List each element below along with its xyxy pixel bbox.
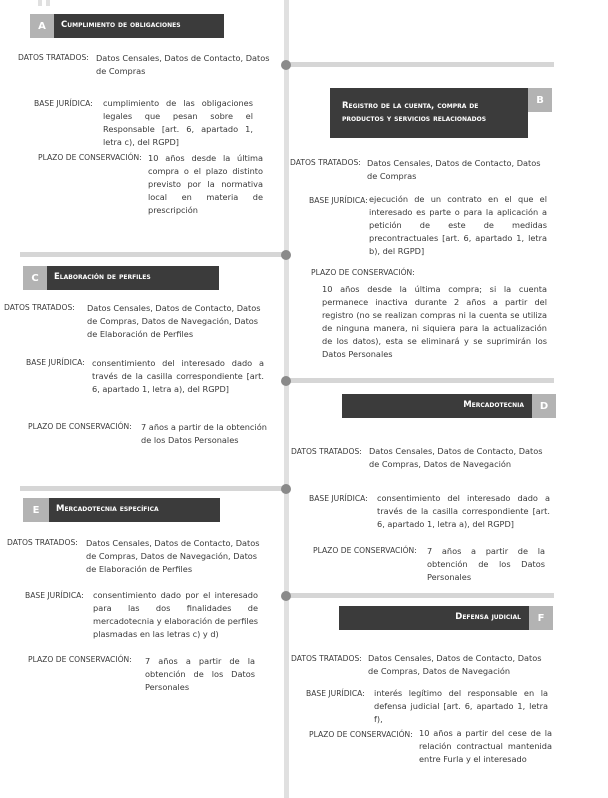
section-c-base-value: consentimiento del interesado dado a través de la casilla correspondiente [art. 6, apartado 1, letra a), del RGPD] bbox=[92, 358, 264, 394]
section-a-plazo-label: PLAZO DE CONSERVACIÓN: bbox=[38, 153, 142, 162]
connector-b bbox=[286, 62, 554, 67]
section-f-base-label: BASE JURÍDICA: bbox=[306, 689, 365, 698]
timeline-dot bbox=[281, 250, 291, 260]
section-a-title: Cumplimiento de obligaciones bbox=[54, 14, 224, 38]
section-b-base-label: BASE JURÍDICA: bbox=[309, 196, 368, 205]
section-c-plazo-label: PLAZO DE CONSERVACIÓN: bbox=[28, 422, 132, 431]
section-c-base-label: BASE JURÍDICA: bbox=[26, 358, 85, 367]
section-e-datos-label: DATOS TRATADOS: bbox=[7, 538, 78, 547]
section-b-letter-badge: B bbox=[528, 88, 552, 112]
section-d-plazo-value: 7 años a partir de la obtención de los Datos Personales bbox=[427, 546, 545, 582]
section-b-datos-value: Datos Censales, Datos de Contacto, Datos de Compras bbox=[367, 158, 541, 181]
section-d-base-label: BASE JURÍDICA: bbox=[309, 494, 368, 503]
section-f-datos-label: DATOS TRATADOS: bbox=[291, 654, 362, 663]
timeline-dot bbox=[281, 591, 291, 601]
timeline-dot bbox=[281, 376, 291, 386]
section-b-title: Registro de la cuenta, compra de productos y servicios relacionados bbox=[330, 88, 528, 138]
timeline-spine bbox=[284, 0, 289, 798]
section-d-datos-label: DATOS TRATADOS: bbox=[291, 447, 362, 456]
section-f-datos-value: Datos Censales, Datos de Contacto, Datos de Compras, Datos de Navegación bbox=[368, 653, 542, 676]
section-e-base-value: consentimiento dado por el interesado para las dos finalidades de mercadotecnia y elaboración de perfiles plasmadas en las letras c) y d) bbox=[93, 590, 258, 639]
section-f-plazo-label: PLAZO DE CONSERVACIÓN: bbox=[309, 730, 413, 739]
section-f-letter-badge: F bbox=[529, 606, 553, 630]
section-d-base-value: consentimiento del interesado dado a través de la casilla correspondiente [art. 6, apartado 1, letra a), del RGPD] bbox=[377, 493, 550, 529]
section-f-base-value: interés legítimo del responsable en la defensa judicial [art. 6, apartado 1, letra f), bbox=[374, 688, 548, 724]
section-e-plazo-label: PLAZO DE CONSERVACIÓN: bbox=[28, 655, 132, 664]
connector-f bbox=[286, 593, 554, 598]
top-mark bbox=[38, 0, 42, 6]
section-b-base-value: ejecución de un contrato en el que el interesado es parte o para la aplicación a petición de este de medidas precontractuales [art. 6, apartado 1, letra b), del RGPD] bbox=[369, 194, 547, 256]
section-a-letter-badge: A bbox=[30, 14, 54, 38]
section-c-datos-value: Datos Censales, Datos de Contacto, Datos de Compras, Datos de Navegación, Datos de Elaboración de Perfiles bbox=[87, 303, 261, 339]
section-a-plazo-value: 10 años desde la última compra o el plazo distinto previsto por la normativa local en materia de prescripción bbox=[148, 153, 263, 215]
section-c-plazo-value: 7 años a partir de la obtención de los Datos Personales bbox=[141, 422, 267, 445]
section-a-base-label: BASE JURÍDICA: bbox=[34, 99, 93, 108]
connector-e bbox=[20, 486, 288, 491]
section-e-letter-badge: E bbox=[23, 498, 49, 522]
connector-c bbox=[20, 252, 288, 257]
top-mark bbox=[46, 0, 50, 6]
section-a-datos-label: DATOS TRATADOS: bbox=[18, 53, 89, 62]
section-b-plazo-label: PLAZO DE CONSERVACIÓN: bbox=[311, 268, 415, 277]
section-d-title: Mercadotecnia bbox=[342, 394, 532, 418]
section-f-plazo-value: 10 años a partir del cese de la relación contractual mantenida entre Furla y el interesado bbox=[419, 728, 552, 764]
section-f-title: Defensa judicial bbox=[339, 606, 529, 630]
section-e-plazo-value: 7 años a partir de la obtención de los Datos Personales bbox=[145, 656, 255, 692]
section-c-letter-badge: C bbox=[23, 266, 47, 290]
section-e-base-label: BASE JURÍDICA: bbox=[25, 591, 84, 600]
section-b-datos-label: DATOS TRATADOS: bbox=[290, 158, 361, 167]
timeline-dot bbox=[281, 60, 291, 70]
section-d-plazo-label: PLAZO DE CONSERVACIÓN: bbox=[313, 546, 417, 555]
section-a-datos-value: Datos Censales, Datos de Contacto, Datos de Compras bbox=[96, 53, 270, 76]
section-a-base-value: cumplimiento de las obligaciones legales que pesan sobre el Responsable [art. 6, apartado 1, letra c), del RGPD] bbox=[103, 98, 253, 147]
section-e-datos-value: Datos Censales, Datos de Contacto, Datos de Compras, Datos de Navegación, Datos de Elaboración de Perfiles bbox=[86, 538, 260, 574]
timeline-dot bbox=[281, 484, 291, 494]
section-c-title: Elaboración de perfiles bbox=[47, 266, 219, 290]
section-d-datos-value: Datos Censales, Datos de Contacto, Datos de Compras, Datos de Navegación bbox=[369, 446, 543, 469]
section-d-letter-badge: D bbox=[532, 394, 556, 418]
section-b-plazo-value: 10 años desde la última compra; si la cuenta permanece inactiva durante 2 años a partir del registro (no se realizan compras ni la cuenta se utiliza de ninguna manera, ni siquiera para la actualización de los datos), esta se eliminará y se suprimirán los Datos Personales bbox=[322, 284, 547, 359]
connector-d bbox=[286, 378, 554, 383]
section-c-datos-label: DATOS TRATADOS: bbox=[4, 303, 75, 312]
section-e-title: Mercadotecnia específica bbox=[49, 498, 220, 522]
